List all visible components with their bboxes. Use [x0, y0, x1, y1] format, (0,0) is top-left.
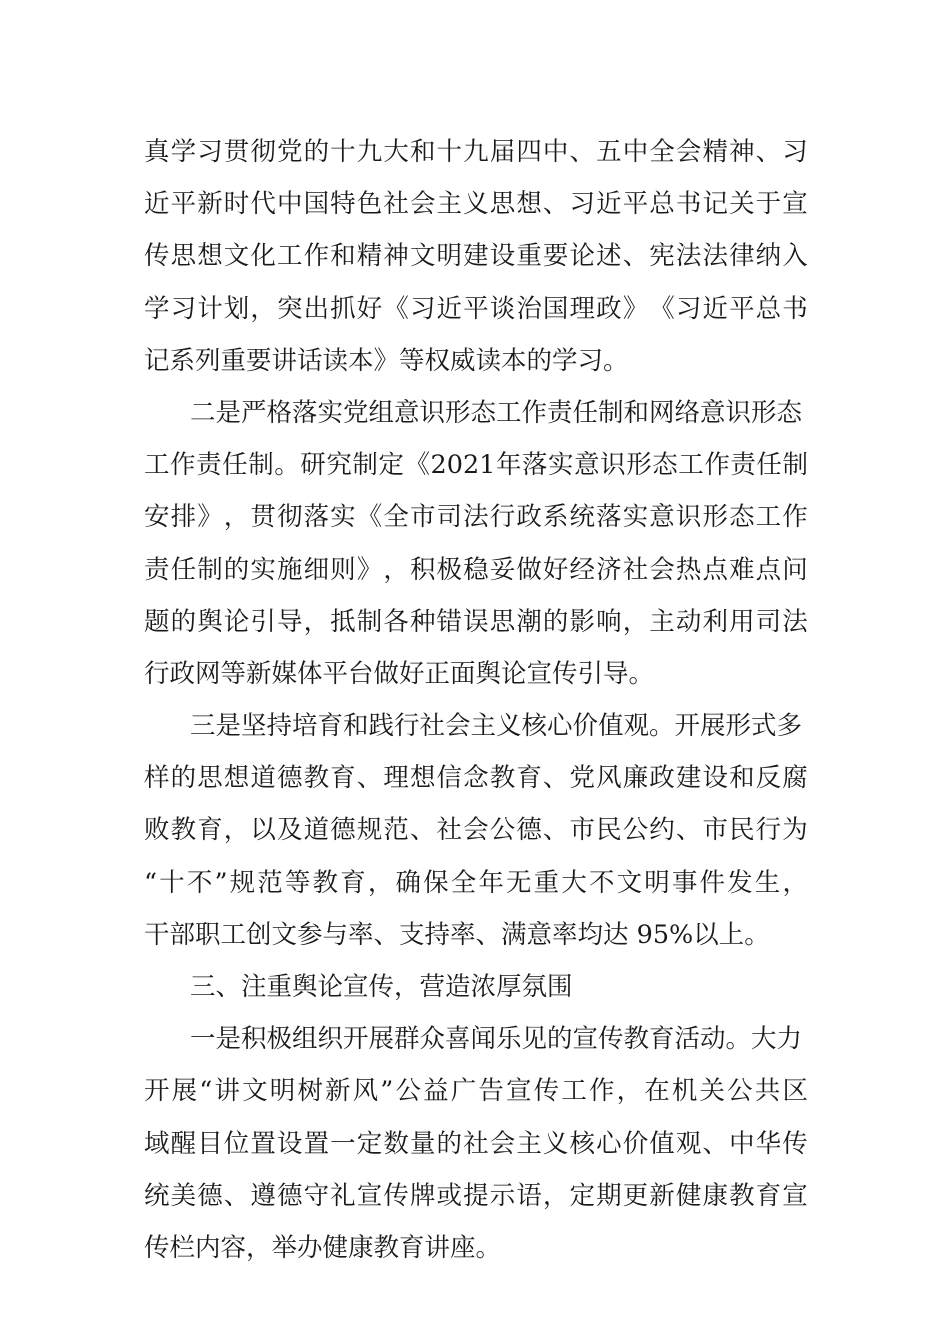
text-line: 败 教 育 ， 以 及 道 德 规 范 、 社 会 公 德 、 市 民 公 约 、 市 民 行 为 [144, 815, 808, 846]
text-line-last: 记系列重要讲话读本》等权威读本的学习。 [144, 345, 629, 376]
text-line: 学 习 计 划 ， 突 出 抓 好 《 习 近 平 谈 治 国 理 政 》 《 习 近 平 总 书 [144, 293, 808, 324]
text-line-last: 干部职工创文参与率、支持率、满意率均达 95%以上。 [144, 919, 770, 950]
para-point-two [144, 387, 808, 700]
text-line: 样 的 思 想 道 德 教 育 、 理 想 信 念 教 育 、 党 风 廉 政 建 设 和 反 腐 [144, 763, 808, 794]
document-body [144, 126, 808, 1274]
text-line-last: 传栏内容，举办健康教育讲座。 [144, 1232, 502, 1263]
text-line: 责 任 制 的 实 施 细 则 》 ， 积 极 稳 妥 做 好 经 济 社 会 热 点 难 点 问 [144, 554, 808, 585]
text-line: 统 美 德 、 遵 德 守 礼 宣 传 牌 或 提 示 语 ， 定 期 更 新 健 康 教 育 宣 [144, 1180, 808, 1211]
text-line-first: 一是积极组织开展群众喜闻乐见的宣传教育活动。大力 [190, 1024, 803, 1055]
section-heading-text: 三、注重舆论宣传，营造浓厚氛围 [190, 972, 573, 1002]
para-point-one-publicity [144, 1013, 808, 1274]
text-line-last: 行政网等新媒体平台做好正面舆论宣传引导。 [144, 658, 655, 689]
text-line: 传 思 想 文 化 工 作 和 精 神 文 明 建 设 重 要 论 述 、 宪 法 法 律 纳 入 [144, 241, 808, 272]
text-line: 开 展 “ 讲 文 明 树 新 风 ” 公 益 广 告 宣 传 工 作 ， 在 机 关 公 共 区 [144, 1076, 808, 1107]
text-line: 工 作 责 任 制 。 研 究 制 定 《 2021 年 落 实 意 识 形 态 工 作 责 任 制 [144, 450, 808, 481]
text-line: 近 平 新 时 代 中 国 特 色 社 会 主 义 思 想 、 习 近 平 总 书 记 关 于 宣 [144, 189, 808, 220]
para-point-three [144, 700, 808, 961]
text-line: “ 十 不 ” 规 范 等 教 育 ， 确 保 全 年 无 重 大 不 文 明 事 件 发 生 ， [144, 867, 808, 898]
text-line: 真 学 习 贯 彻 党 的 十 九 大 和 十 九 届 四 中 、 五 中 全 会 精 神 、 习 [144, 137, 808, 167]
section-heading-three [144, 961, 808, 1013]
text-line-first: 二是严格落实党组意识形态工作责任制和网络意识形态 [190, 397, 803, 428]
text-line-first: 三是坚持培育和践行社会主义核心价值观。开展形式多 [190, 711, 803, 742]
para-intro-continuation [144, 126, 808, 387]
text-line: 安 排 》 ， 贯 彻 落 实 《 全 市 司 法 行 政 系 统 落 实 意 识 形 态 工 作 [144, 502, 808, 533]
text-line: 域 醒 目 位 置 设 置 一 定 数 量 的 社 会 主 义 核 心 价 值 观 、 中 华 传 [144, 1128, 808, 1159]
text-line: 题 的 舆 论 引 导 ， 抵 制 各 种 错 误 思 潮 的 影 响 ， 主 动 利 用 司 法 [144, 606, 808, 637]
